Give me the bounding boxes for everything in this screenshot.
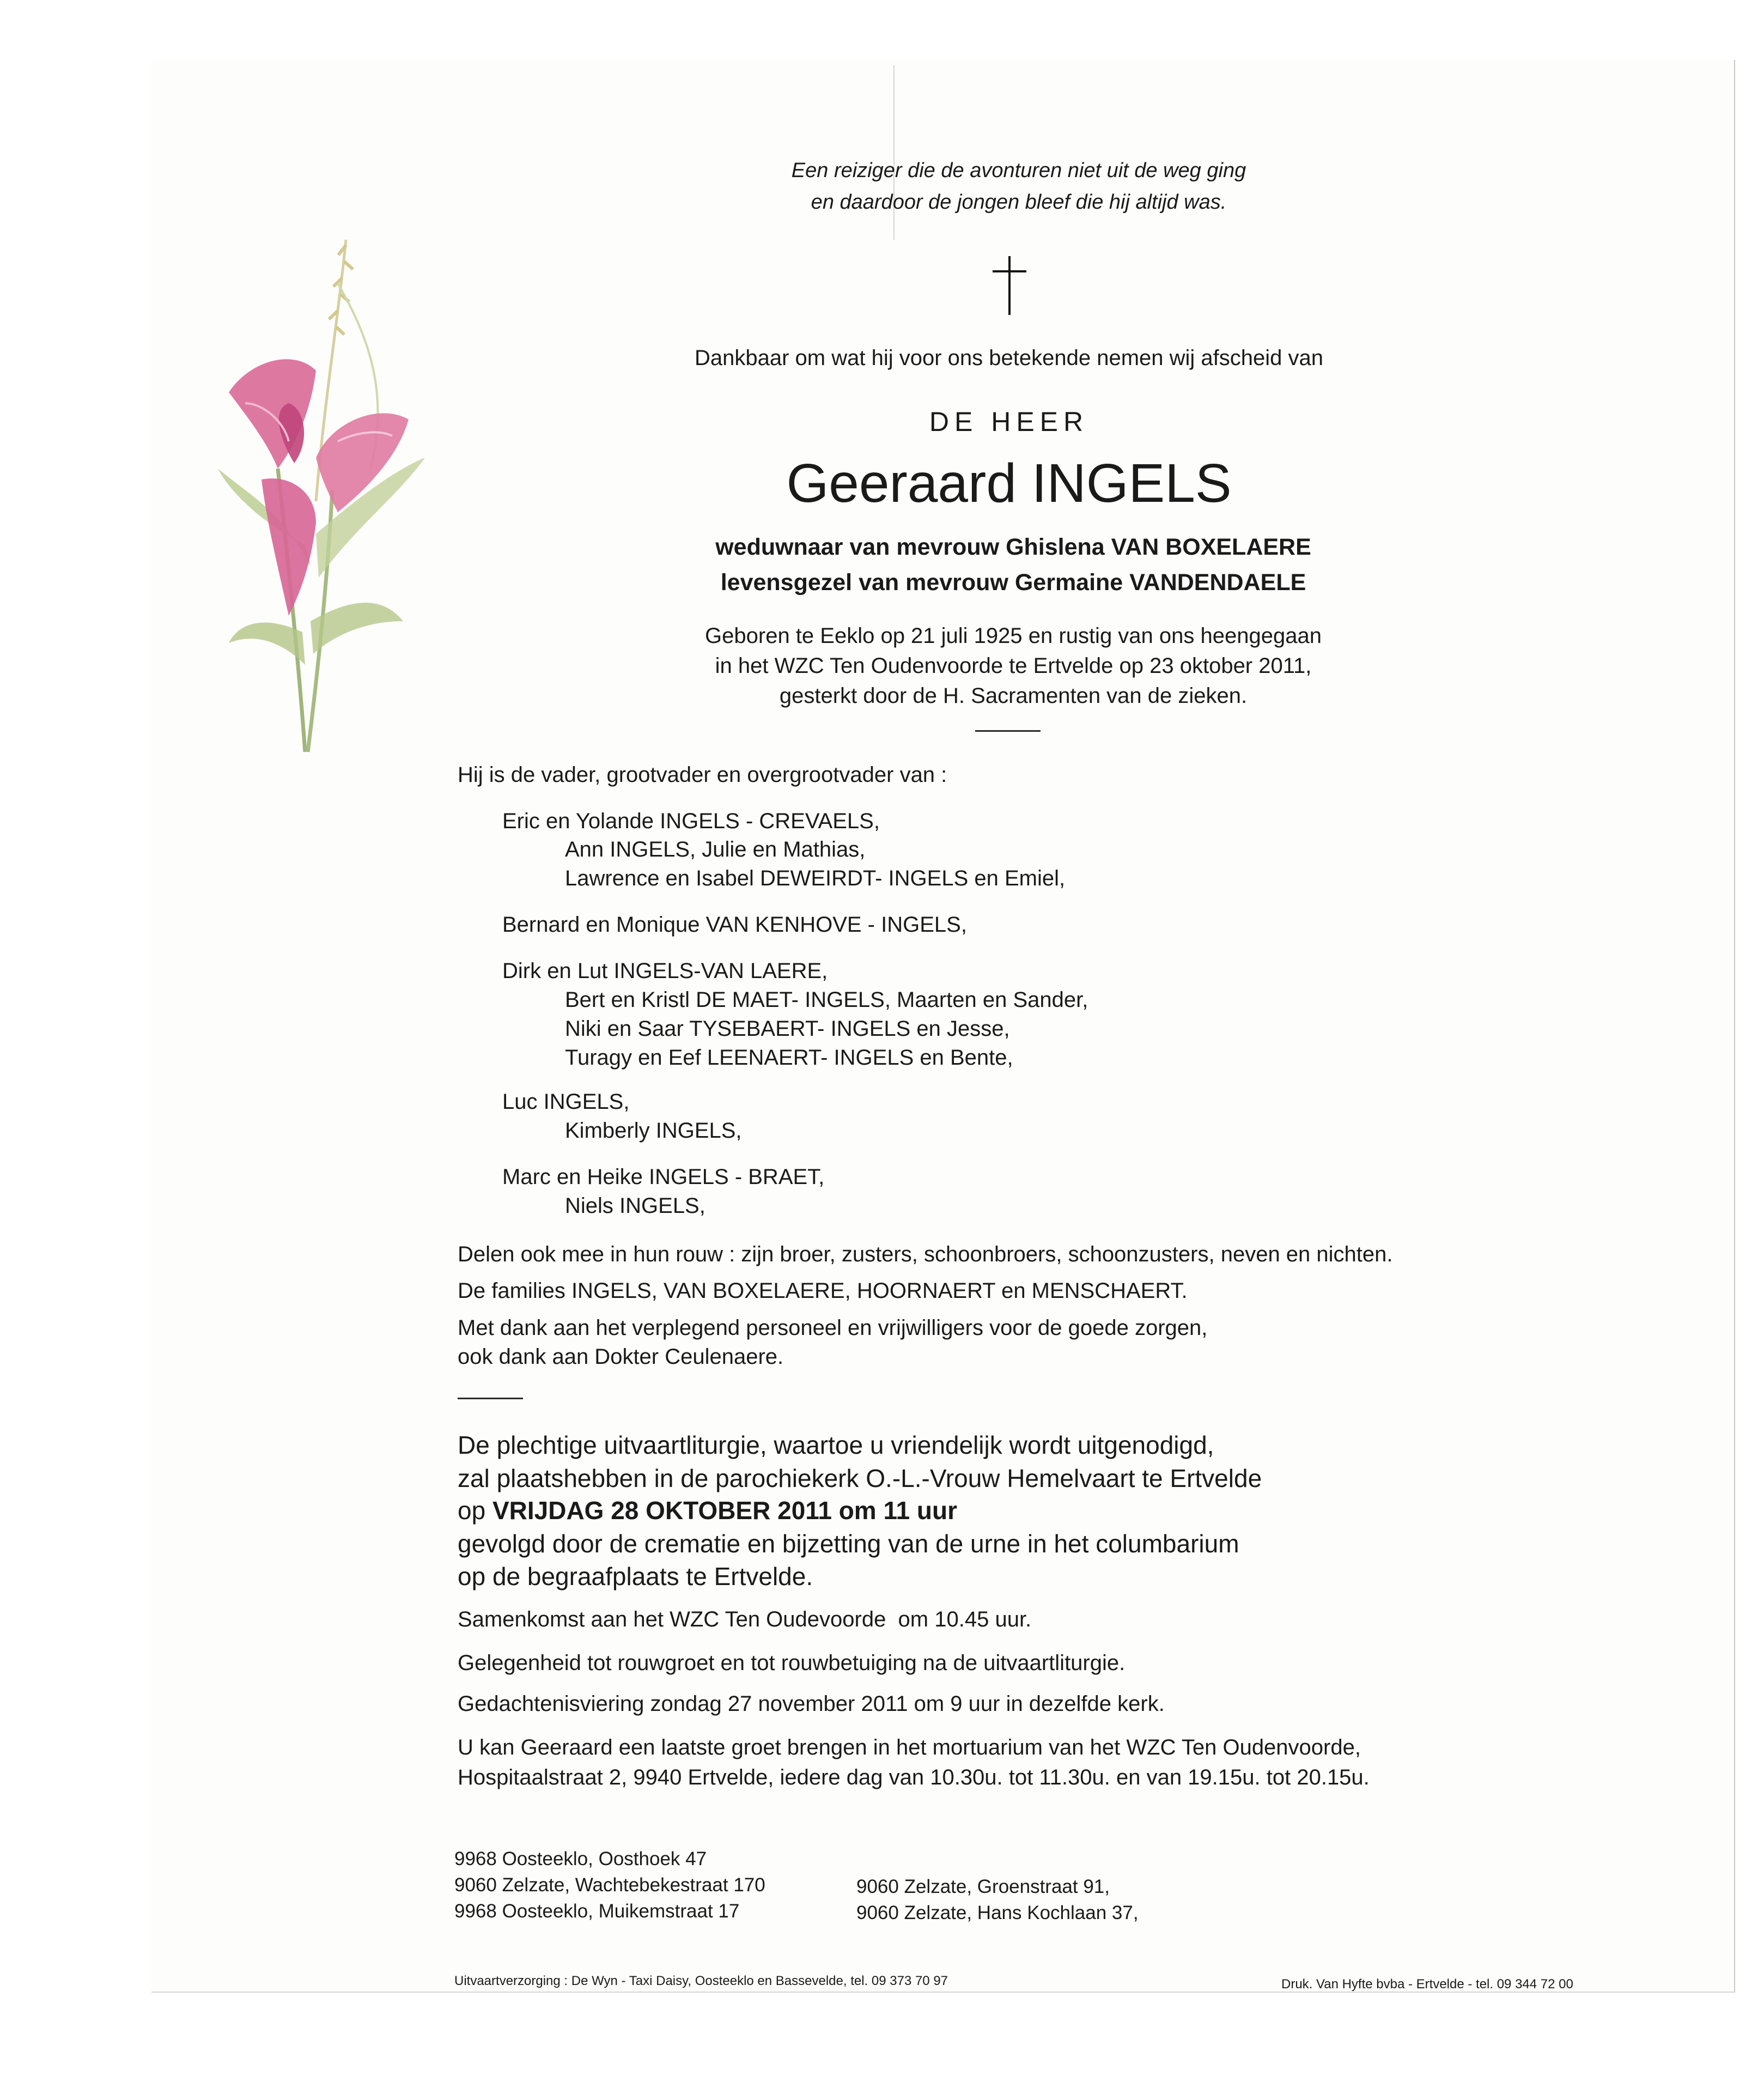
family-line: Ann INGELS, Julie en Mathias, bbox=[565, 837, 866, 861]
separator-line bbox=[975, 730, 1041, 732]
family-line: Dirk en Lut INGELS-VAN LAERE, bbox=[502, 959, 828, 983]
birth-line: in het WZC Ten Oudenvoorde te Ertvelde op 23 oktober 2011, bbox=[715, 654, 1312, 678]
family-line: Turagy en Eef LEENAERT- INGELS en Bente, bbox=[565, 1046, 1013, 1070]
motto-line: Een reiziger die de avonturen niet uit de weg ging bbox=[791, 159, 1246, 182]
separator-line bbox=[458, 1398, 523, 1399]
address-line: 9968 Oosteeklo, Oosthoek 47 bbox=[454, 1848, 707, 1869]
deceased-name: Geeraard INGELS bbox=[786, 453, 1232, 514]
family-line: Luc INGELS, bbox=[502, 1090, 630, 1114]
family-line: Niki en Saar TYSEBAERT- INGELS en Jesse, bbox=[565, 1017, 1010, 1041]
footer-undertaker: Uitvaartverzorging : De Wyn - Taxi Daisy, Oosteeklo en Bassevelde, tel. 09 373 70 97 bbox=[454, 1974, 948, 1988]
info-line: Gedachtenisviering zondag 27 november 2011 om 9 uur in dezelfde kerk. bbox=[458, 1692, 1165, 1716]
family-line: Lawrence en Isabel DEWEIRDT- INGELS en Emiel, bbox=[565, 866, 1066, 890]
address-line: 9968 Oosteeklo, Muikemstraat 17 bbox=[454, 1901, 740, 1922]
birth-line: gesterkt door de H. Sacramenten van de zieken. bbox=[779, 684, 1248, 708]
family-line: Niels INGELS, bbox=[565, 1194, 705, 1218]
info-line: U kan Geeraard een laatste groet brengen in het mortuarium van het WZC Ten Oudenvoorde, bbox=[458, 1735, 1361, 1759]
motto-line: en daardoor de jongen bleef die hij altijd was. bbox=[811, 191, 1227, 214]
address-line: 9060 Zelzate, Wachtebekestraat 170 bbox=[454, 1874, 765, 1896]
mourning-line: ook dank aan Dokter Ceulenaere. bbox=[458, 1345, 784, 1369]
family-line: Marc en Heike INGELS - BRAET, bbox=[502, 1165, 825, 1189]
mourning-line: Delen ook mee in hun rouw : zijn broer, zusters, schoonbroers, schoonzusters, neven en nichten. bbox=[458, 1242, 1393, 1266]
birth-line: Geboren te Eeklo op 21 juli 1925 en rustig van ons heengegaan bbox=[705, 624, 1322, 648]
relation-line: levensgezel van mevrouw Germaine VANDENDAELE bbox=[720, 569, 1306, 596]
funeral-line: op de begraafplaats te Ertvelde. bbox=[458, 1562, 813, 1591]
footer-printer: Druk. Van Hyfte bvba - Ertvelde - tel. 09 344 72 00 bbox=[1281, 1977, 1573, 1992]
funeral-line: De plechtige uitvaartliturgie, waartoe u vriendelijk wordt uitgenodigd, bbox=[458, 1431, 1214, 1459]
intro-text: Dankbaar om wat hij voor ons betekende nemen wij afscheid van bbox=[695, 346, 1323, 370]
info-line: Hospitaalstraat 2, 9940 Ertvelde, iedere dag van 10.30u. tot 11.30u. en van 19.15u. tot 20.15u. bbox=[458, 1765, 1370, 1789]
address-line: 9060 Zelzate, Groenstraat 91, bbox=[856, 1876, 1110, 1897]
mourning-line: De families INGELS, VAN BOXELAERE, HOORNAERT en MENSCHAERT. bbox=[458, 1279, 1188, 1303]
funeral-date-line bbox=[458, 1496, 957, 1525]
address-line: 9060 Zelzate, Hans Kochlaan 37, bbox=[856, 1902, 1139, 1923]
info-line: Samenkomst aan het WZC Ten Oudevoorde om 10.45 uur. bbox=[458, 1607, 1032, 1631]
calla-lily-illustration bbox=[207, 240, 436, 757]
funeral-date: VRIJDAG 28 OKTOBER 2011 om 11 uur bbox=[492, 1496, 957, 1525]
family-line: Bert en Kristl DE MAET- INGELS, Maarten en Sander, bbox=[565, 988, 1088, 1012]
family-intro: Hij is de vader, grootvader en overgrootvader van : bbox=[458, 763, 947, 787]
relation-line: weduwnaar van mevrouw Ghislena VAN BOXELAERE bbox=[715, 534, 1311, 560]
family-line: Eric en Yolande INGELS - CREVAELS, bbox=[502, 809, 880, 833]
family-line: Bernard en Monique VAN KENHOVE - INGELS, bbox=[502, 913, 967, 937]
mourning-line: Met dank aan het verplegend personeel en vrijwilligers voor de goede zorgen, bbox=[458, 1316, 1208, 1340]
funeral-line: zal plaatshebben in de parochiekerk O.-L.-Vrouw Hemelvaart te Ertvelde bbox=[458, 1464, 1262, 1492]
funeral-date-prefix: op bbox=[458, 1496, 492, 1525]
funeral-line: gevolgd door de crematie en bijzetting van de urne in het columbarium bbox=[458, 1529, 1239, 1558]
honorific: DE HEER bbox=[929, 406, 1089, 437]
family-line: Kimberly INGELS, bbox=[565, 1119, 742, 1143]
info-line: Gelegenheid tot rouwgroet en tot rouwbetuiging na de uitvaartliturgie. bbox=[458, 1651, 1126, 1675]
cross-icon bbox=[990, 256, 1029, 316]
